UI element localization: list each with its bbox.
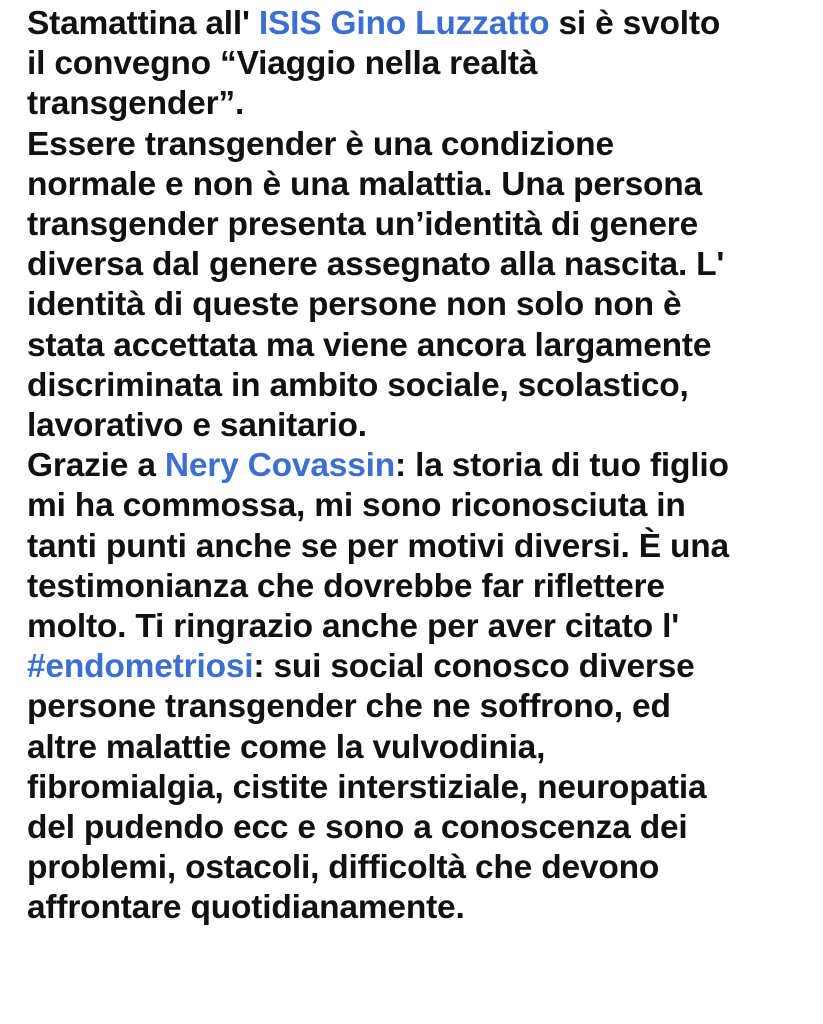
post-text-segment: : sui social conosco diverse <box>253 648 695 686</box>
post-text-segment: identità di queste persone non solo non è <box>27 286 682 324</box>
post-text-line <box>27 366 817 406</box>
post-text-line <box>27 245 817 285</box>
post-text-line <box>27 567 817 607</box>
post-text-segment: il convegno “Viaggio nella realtà <box>27 45 538 83</box>
post-text-line <box>27 326 817 366</box>
post-text-line <box>27 285 817 325</box>
post-text-segment: lavorativo e sanitario. <box>27 407 367 445</box>
post-text-line <box>27 527 817 567</box>
post-text-line <box>27 125 817 165</box>
post-text-segment: problemi, ostacoli, difficoltà che devono <box>27 849 660 887</box>
hashtag-endometriosi-link[interactable]: #endometriosi <box>27 648 254 686</box>
post-text-line <box>27 888 817 928</box>
post-text-line <box>27 4 817 44</box>
post-text-segment: altre malattie come la vulvodinia, <box>27 728 546 766</box>
post-text-segment: discriminata in ambito sociale, scolastico, <box>27 366 689 404</box>
post-text-segment: Stamattina all' <box>27 5 259 42</box>
post-text-segment: transgender”. <box>27 85 245 123</box>
post-text-segment: affrontare quotidianamente. <box>27 889 465 927</box>
post-text-line <box>27 728 817 768</box>
post-text-segment: mi ha commossa, mi sono riconosciuta in <box>27 487 686 525</box>
post-text-line <box>27 768 817 808</box>
post-text-segment: molto. Ti ringrazio anche per aver citato l' <box>27 608 679 646</box>
post-text-segment: stata accettata ma viene ancora largamente <box>27 326 712 364</box>
post-text-segment: si è svolto <box>549 5 721 42</box>
post-text-segment: del pudendo ecc e sono a conoscenza dei <box>27 809 688 847</box>
post-text-line <box>27 446 817 486</box>
post-text-segment: tanti punti anche se per motivi diversi. È una <box>27 527 729 565</box>
post-text-segment: diversa dal genere assegnato alla nascita. L' <box>27 246 725 284</box>
post-text-segment: Essere transgender è una condizione <box>27 125 614 163</box>
post-text-segment: normale e non è una malattia. Una persona <box>27 165 703 203</box>
post-text-line <box>27 165 817 205</box>
post-text-line <box>27 687 817 727</box>
post-text-segment: : la storia di tuo figlio <box>395 447 729 485</box>
post-text-line <box>27 84 817 124</box>
post-text-segment: transgender presenta un’identità di genere <box>27 206 699 244</box>
post-text-line <box>27 808 817 848</box>
post-text-line <box>27 607 817 647</box>
post-text-segment: Grazie a <box>27 447 165 485</box>
post-text-line <box>27 406 817 446</box>
post-text-line <box>27 486 817 526</box>
post-text-line <box>27 205 817 245</box>
post-text-line <box>27 647 817 687</box>
post-text <box>27 4 817 929</box>
post-text-segment: testimonianza che dovrebbe far riflettere <box>27 567 665 605</box>
mention-isis-gino-luzzatto-link[interactable]: ISIS Gino Luzzatto <box>258 5 550 42</box>
post-text-line <box>27 848 817 888</box>
post-text-line <box>27 44 817 84</box>
mention-nery-covassin-link[interactable]: Nery Covassin <box>164 447 396 485</box>
post-text-segment: fibromialgia, cistite interstiziale, neuropatia <box>27 768 707 806</box>
post-text-segment: persone transgender che ne soffrono, ed <box>27 688 671 726</box>
